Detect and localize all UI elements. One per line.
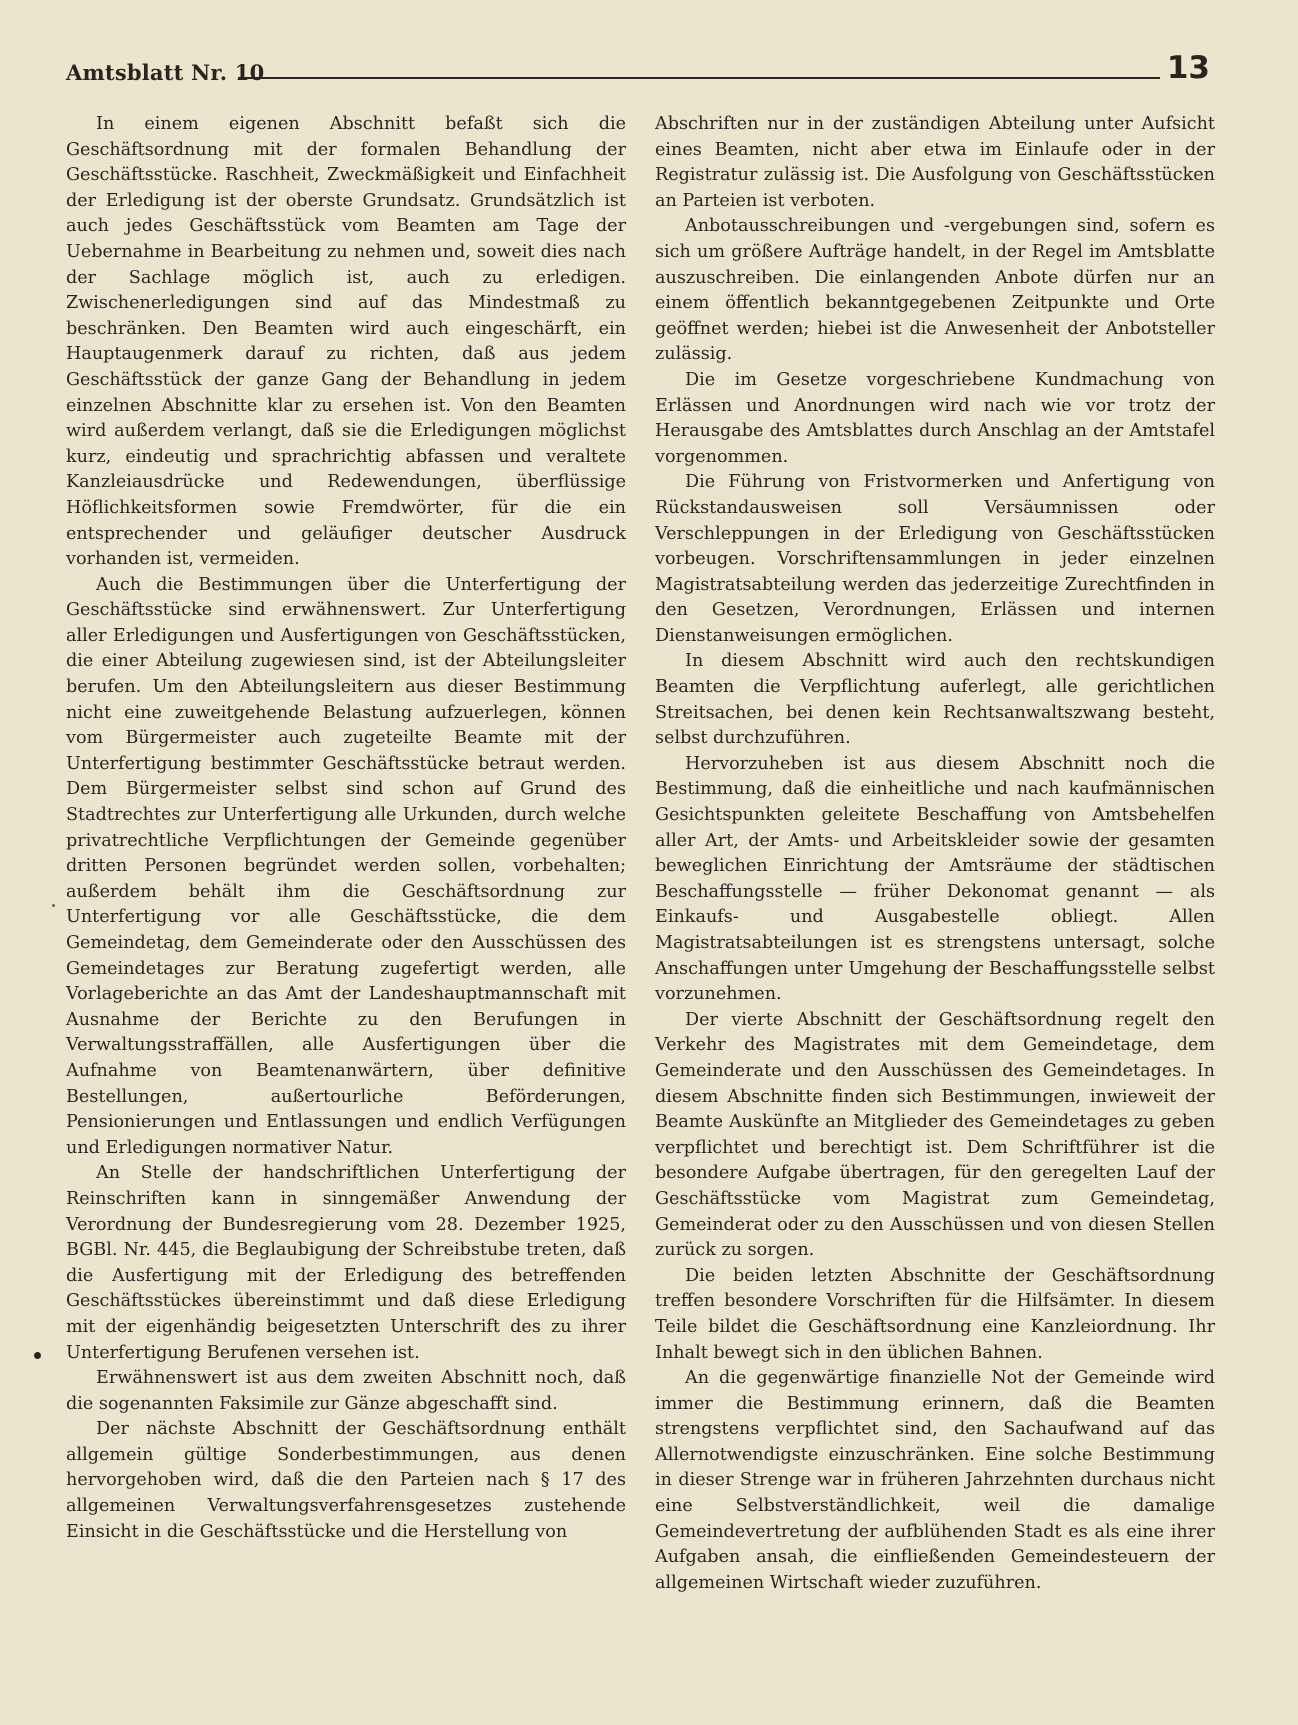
paragraph: In einem eigenen Abschnitt befaßt sich die Geschäftsordnung mit der formalen Behandlung der Geschäftsstücke. Raschheit, Zweckmäßigkeit und Einfachheit der Erledigung ist der oberste Grundsatz. Grundsätzlich ist auch jedes Geschäftsstück vom Beamten am Tage der Uebernahme in Bearbeitung zu nehmen und, soweit dies nach der Sachlage möglich ist, auch zu erledigen. Zwischenerledigungen sind auf das Mindestmaß zu beschränken. Den Beamten wird auch eingeschärft, ein Hauptaugenmerk darauf zu richten, daß aus jedem Geschäftsstück der ganze Gang der Behandlung in jedem einzelnen Abschnitte klar zu ersehen ist. Von den Beamten wird außerdem verlangt, daß sie die Erledigungen möglichst kurz, eindeutig und sprachrichtig abfassen und veraltete Kanzleiausdrücke und Redewendungen, überflüssige Höflichkeitsformen sowie Fremdwörter, für die ein entsprechender und geläufiger deutscher Ausdruck vorhanden ist, vermeiden. xyxy=(66,114,626,570)
print-speck-mark xyxy=(52,904,55,907)
paragraph: Der vierte Abschnitt der Geschäftsordnung regelt den Verkehr des Magistrates mit dem Gemeindetage, dem Gemeinderate und den Ausschüssen des Gemeindetages. In diesem Abschnitte finden sich Bestimmungen, inwieweit der Beamte Auskünfte an Mitglieder des Gemeindetages zu geben verpflichtet und berechtigt ist. Dem Schriftführer ist die besondere Aufgabe übertragen, für den geregelten Lauf der Geschäftsstücke vom Magistrat zum Gemeindetag, Gemeinderat oder zu den Ausschüssen und von diesen Stellen zurück zu sorgen. xyxy=(655,1009,1215,1261)
paragraph: Die Führung von Fristvormerken und Anfertigung von Rückstandausweisen soll Versäumnissen oder Verschleppungen in der Erledigung von Geschäftsstücken vorbeugen. Vorschriftensammlungen in jeder einzelnen Magistratsabteilung werden das jederzeitige Zurechtfinden in den Gesetzen, Verordnungen, Erlässen und internen Dienstanweisungen ermöglichen. xyxy=(655,472,1215,646)
paragraph: In diesem Abschnitt wird auch den rechtskundigen Beamten die Verpflichtung auferlegt, alle gerichtlichen Streitsachen, bei denen kein Rechtsanwaltszwang besteht, selbst durchzuführen. xyxy=(655,651,1215,749)
paragraph: Anbotausschreibungen und -vergebungen sind, sofern es sich um größere Aufträge handelt, in der Regel im Amtsblatte auszuschreiben. Die einlangenden Anbote dürfen nur an einem öffentlich bekanntgegebenen Zeitpunkte und Orte geöffnet werden; hiebei ist die Anwesenheit der Anbotsteller zulässig. xyxy=(655,216,1215,365)
margin-dot-mark xyxy=(34,1352,41,1359)
page-header xyxy=(66,46,1210,90)
paragraph: Auch die Bestimmungen über die Unterfertigung der Geschäftsstücke sind erwähnenswert. Zur Unterfertigung aller Erledigungen und Ausfertigungen von Geschäftsstücken, die einer Abteilung zugewiesen sind, ist der Abteilungsleiter berufen. Um den Abteilungsleitern aus dieser Bestimmung nicht eine zuweitgehende Belastung aufzuerlegen, können vom Bürgermeister auch zugeteilte Beamte mit der Unterfertigung bestimmter Geschäftsstücke betraut werden. Dem Bürgermeister selbst sind schon auf Grund des Stadtrechtes zur Unterfertigung alle Urkunden, durch welche privatrechtliche Verpflichtungen der Gemeinde gegenüber dritten Personen begründet werden sollen, vorbehalten; außerdem behält ihm die Geschäftsordnung zur Unterfertigung vor alle Geschäftsstücke, die dem Gemeindetag, dem Gemeinderate oder den Ausschüssen des Gemeindetages zur Beratung zugefertigt werden, alle Vorlageberichte an das Amt der Landeshauptmannschaft mit Ausnahme der Berichte zu den Berufungen in Verwaltungsstraffällen, alle Ausfertigungen über die Aufnahme von Beamtenanwärtern, über definitive Bestellungen, außertourliche Beförderungen, Pensionierungen und Entlassungen und endlich Verfügungen und Erledigungen normativer Natur. xyxy=(66,574,626,1158)
paragraph: Erwähnenswert ist aus dem zweiten Abschnitt noch, daß die sogenannten Faksimile zur Gänze abgeschafft sind. xyxy=(66,1368,626,1414)
header-publication-title: Amtsblatt Nr. 10 xyxy=(66,60,265,85)
paragraph: Die beiden letzten Abschnitte der Geschäftsordnung treffen besondere Vorschriften für die Hilfsämter. In diesem Teile bildet die Geschäftsordnung eine Kanzleiordnung. Ihr Inhalt bewegt sich in den üblichen Bahnen. xyxy=(655,1265,1215,1363)
paragraph: Abschriften nur in der zuständigen Abteilung unter Aufsicht eines Beamten, nicht aber etwa im Einlaufe oder in der Registratur zulässig ist. Die Ausfolgung von Geschäftsstücken an Parteien ist verboten. xyxy=(655,114,1215,211)
paragraph: Der nächste Abschnitt der Geschäftsordnung enthält allgemein gültige Sonderbestimmungen, aus denen hervorgehoben wird, daß die den Parteien nach § 17 des allgemeinen Verwaltungsverfahrensgesetzes zustehende Einsicht in die Geschäftsstücke und die Herstellung von xyxy=(66,1419,626,1542)
header-rule xyxy=(238,77,1160,79)
paragraph: An Stelle der handschriftlichen Unterfertigung der Reinschriften kann in sinngemäßer Anwendung der Verordnung der Bundesregierung vom 28. Dezember 1925, BGBl. Nr. 445, die Beglaubigung der Schreibstube treten, daß die Ausfertigung mit der Erledigung des betreffenden Geschäftsstückes übereinstimmt und daß diese Erledigung mit der eigenhändig beigesetzten Unterschrift des zu ihrer Unterfertigung Berufenen versehen ist. xyxy=(66,1163,626,1363)
paragraph: An die gegenwärtige finanzielle Not der Gemeinde wird immer die Bestimmung erinnern, daß die Beamten strengstens verpflichtet sind, den Sachaufwand auf das Allernotwendigste einzuschränken. Eine solche Bestimmung in dieser Strenge war in früheren Jahrzehnten durchaus nicht eine Selbstverständlichkeit, weil die damalige Gemeindevertretung der aufblühenden Stadt es als eine ihrer Aufgaben ansah, die einfließenden Gemeindesteuern der allgemeinen Wirtschaft wieder zuzuführen. xyxy=(655,1368,1215,1593)
page-number: 13 xyxy=(1166,50,1210,86)
left-column xyxy=(66,112,626,1545)
right-column xyxy=(655,112,1215,1596)
paragraph: Hervorzuheben ist aus diesem Abschnitt noch die Bestimmung, daß die einheitliche und nach kaufmännischen Gesichtspunkten geleitete Beschaffung von Amtsbehelfen aller Art, der Amts- und Arbeitskleider sowie der gesamten beweglichen Einrichtung der Amtsräume der städtischen Beschaffungsstelle — früher Dekonomat genannt — als Einkaufs- und Ausgabestelle obliegt. Allen Magistratsabteilungen ist es strengstens untersagt, solche Anschaffungen unter Umgehung der Beschaffungsstelle selbst vorzunehmen. xyxy=(655,753,1215,1005)
paragraph: Die im Gesetze vorgeschriebene Kundmachung von Erlässen und Anordnungen wird nach wie vor trotz der Herausgabe des Amtsblattes durch Anschlag an der Amtstafel vorgenommen. xyxy=(655,369,1215,467)
